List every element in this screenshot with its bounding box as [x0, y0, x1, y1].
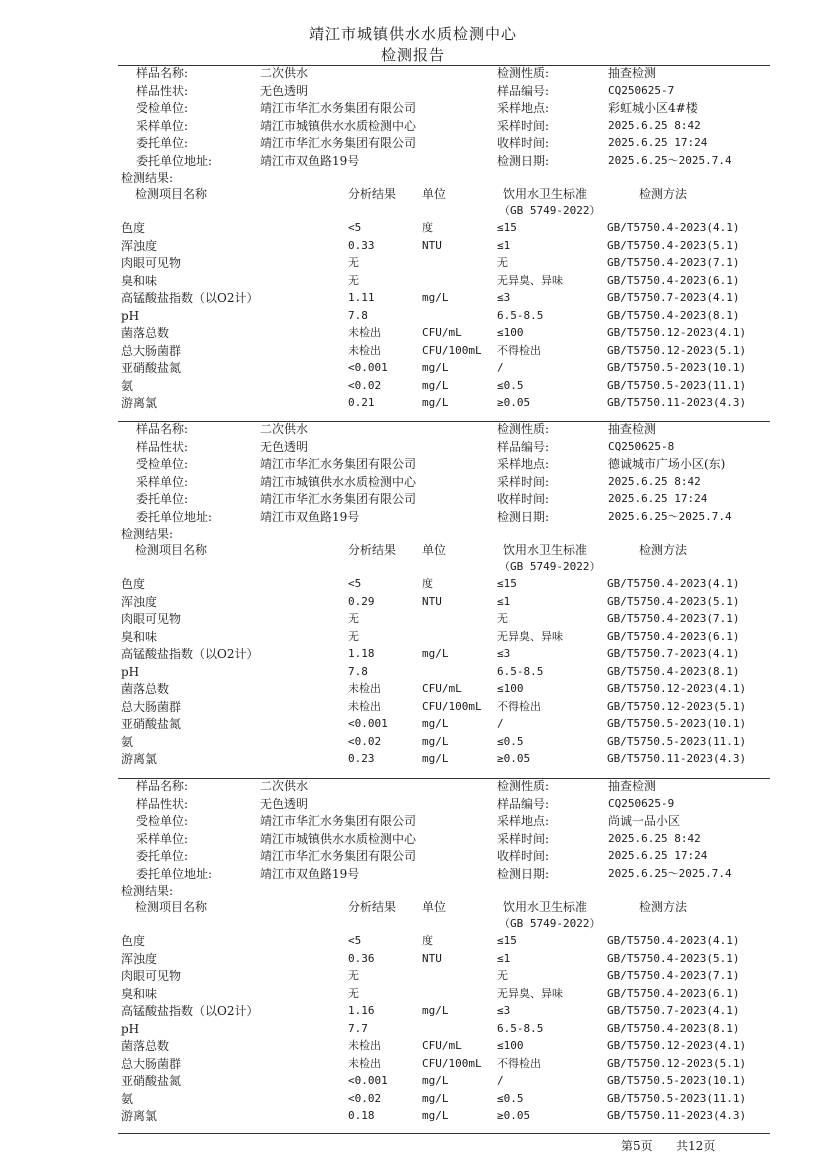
- table-row-unit: mg/L: [422, 1004, 449, 1017]
- label-sample-name: 样品名称:: [136, 66, 189, 80]
- table-row-method: GB/T5750.7-2023(4.1): [607, 1004, 740, 1017]
- col-header-unit: 单位: [422, 900, 447, 914]
- table-row-result: 0.29: [348, 594, 375, 608]
- col-header-item: 检测项目名称: [135, 187, 208, 201]
- report-title: 靖江市城镇供水水质检测中心: [308, 25, 517, 43]
- table-row-item-name: 总大肠菌群: [121, 1056, 182, 1071]
- table-row-unit: mg/L: [422, 291, 449, 304]
- table-row-unit: mg/L: [422, 378, 449, 392]
- label-sampling-site: 采样地点:: [497, 457, 550, 472]
- table-row-standard: ≤1: [497, 238, 511, 252]
- table-row-method: GB/T5750.4-2023(6.1): [607, 629, 740, 643]
- table-row-standard: ≤3: [497, 291, 511, 304]
- table-row-standard: ≤1: [497, 951, 511, 965]
- table-row-result: 无: [348, 612, 359, 625]
- label-receive-time: 收样时间:: [497, 849, 550, 864]
- table-row-result: 未检出: [348, 682, 381, 695]
- table-row-item-name: 亚硝酸盐氮: [121, 1074, 182, 1088]
- table-row-item-name: 高锰酸盐指数（以O2计）: [121, 647, 259, 661]
- table-row-standard: ≤15: [497, 221, 517, 234]
- table-row-standard: 无: [497, 612, 508, 625]
- table-row-item-name: 总大肠菌群: [121, 699, 182, 714]
- label-sampling-unit: 采样单位:: [136, 831, 189, 846]
- table-row-standard: 无异臭、异味: [497, 986, 563, 1000]
- table-row-item-name: 臭和味: [121, 273, 158, 288]
- table-row-method: GB/T5750.5-2023(11.1): [607, 734, 747, 748]
- table-row-item-name: 色度: [121, 934, 146, 948]
- table-row-item-name: pH: [121, 664, 140, 679]
- label-sampling-time: 采样时间:: [497, 474, 550, 489]
- label-inspected-unit: 受检单位:: [136, 101, 189, 116]
- table-row-standard: ≤0.5: [497, 1091, 524, 1105]
- page-total: 共12页: [676, 1139, 716, 1153]
- table-row-standard: 6.5-8.5: [497, 664, 544, 678]
- table-row-item-name: 浑浊度: [121, 594, 158, 609]
- col-header-method: 检测方法: [639, 543, 688, 557]
- table-row-item-name: 总大肠菌群: [121, 343, 182, 358]
- col-header-unit: 单位: [422, 543, 447, 557]
- table-row-item-name: 亚硝酸盐氮: [121, 717, 182, 731]
- sample-name-value: 二次供水: [260, 779, 309, 793]
- table-row-result: 0.21: [348, 396, 375, 409]
- results-heading: 检测结果:: [121, 527, 174, 541]
- table-row-standard: 6.5-8.5: [497, 308, 544, 322]
- label-sample-state: 样品性状:: [136, 83, 189, 98]
- table-row-item-name: 菌落总数: [121, 326, 170, 340]
- label-test-date: 检测日期:: [497, 867, 550, 881]
- table-row-standard: 无: [497, 256, 508, 269]
- table-row-unit: NTU: [422, 951, 442, 965]
- table-row-standard: 不得检出: [497, 699, 541, 713]
- table-row-unit: CFU/mL: [422, 682, 462, 695]
- table-row-standard: ≤100: [497, 1039, 524, 1052]
- table-row-standard: ≤100: [497, 682, 524, 695]
- table-row-result: 0.23: [348, 752, 375, 765]
- table-row-result: 无: [348, 986, 359, 1000]
- label-sample-state: 样品性状:: [136, 439, 189, 454]
- client-unit-value: 靖江市华汇水务集团有限公司: [260, 136, 417, 151]
- label-inspected-unit: 受检单位:: [136, 814, 189, 829]
- col-header-standard: 饮用水卫生标准: [503, 187, 588, 201]
- sample-state-value: 无色透明: [260, 439, 309, 454]
- table-row-method: GB/T5750.4-2023(6.1): [607, 273, 740, 287]
- table-row-standard: ≤15: [497, 577, 517, 590]
- table-row-result: <5: [348, 934, 362, 947]
- table-row-result: 0.18: [348, 1109, 375, 1122]
- table-row-result: 7.8: [348, 664, 368, 678]
- table-row-method: GB/T5750.7-2023(4.1): [607, 647, 740, 660]
- col-header-standard-ref: （GB 5749-2022）: [499, 204, 601, 217]
- table-row-unit: 度: [422, 577, 433, 590]
- col-header-method: 检测方法: [639, 187, 688, 201]
- table-row-standard: ≥0.05: [497, 1109, 531, 1122]
- table-row-standard: ≤15: [497, 934, 517, 947]
- table-row-unit: CFU/mL: [422, 326, 462, 339]
- table-row-standard: ≤3: [497, 1004, 511, 1017]
- sampling-site-value: 德诚城市广场小区(东): [608, 457, 726, 472]
- table-row-unit: mg/L: [422, 1074, 449, 1087]
- sample-name-value: 二次供水: [260, 422, 309, 436]
- table-row-standard: 6.5-8.5: [497, 1021, 544, 1035]
- label-sampling-site: 采样地点:: [497, 814, 550, 829]
- table-row-item-name: 游离氯: [121, 396, 158, 410]
- table-row-item-name: 浑浊度: [121, 238, 158, 253]
- label-sampling-unit: 采样单位:: [136, 474, 189, 489]
- table-row-standard: 无: [497, 969, 508, 982]
- table-row-item-name: 肉眼可见物: [121, 612, 182, 626]
- table-row-result: 未检出: [348, 1039, 381, 1052]
- label-test-nature: 检测性质:: [497, 422, 550, 436]
- table-row-unit: 度: [422, 934, 433, 947]
- sampling-unit-value: 靖江市城镇供水水质检测中心: [260, 118, 417, 133]
- col-header-standard-ref: （GB 5749-2022）: [499, 917, 601, 930]
- sampling-unit-value: 靖江市城镇供水水质检测中心: [260, 831, 417, 846]
- section-divider: [118, 778, 770, 779]
- inspected-unit-value: 靖江市华汇水务集团有限公司: [260, 457, 417, 472]
- table-row-method: GB/T5750.4-2023(8.1): [607, 1021, 740, 1035]
- label-client-address: 委托单位地址:: [136, 867, 213, 881]
- table-row-standard: ≥0.05: [497, 396, 531, 409]
- section-divider: [118, 421, 770, 422]
- table-row-method: GB/T5750.11-2023(4.3): [607, 396, 747, 409]
- table-row-method: GB/T5750.12-2023(4.1): [607, 326, 747, 339]
- table-row-unit: 度: [422, 221, 433, 234]
- inspected-unit-value: 靖江市华汇水务集团有限公司: [260, 814, 417, 829]
- table-row-method: GB/T5750.12-2023(5.1): [607, 343, 747, 357]
- label-test-nature: 检测性质:: [497, 779, 550, 793]
- table-row-method: GB/T5750.12-2023(4.1): [607, 1039, 747, 1052]
- table-row-result: <5: [348, 577, 362, 590]
- col-header-standard: 饮用水卫生标准: [503, 900, 588, 914]
- table-row-result: 未检出: [348, 326, 381, 339]
- table-row-item-name: 高锰酸盐指数（以O2计）: [121, 1004, 259, 1018]
- label-sampling-unit: 采样单位:: [136, 118, 189, 133]
- col-header-result: 分析结果: [348, 543, 397, 557]
- table-row-unit: NTU: [422, 594, 442, 608]
- table-row-item-name: 氨: [121, 378, 134, 393]
- table-row-unit: CFU/100mL: [422, 699, 482, 713]
- table-row-result: 1.18: [348, 647, 375, 660]
- table-row-method: GB/T5750.11-2023(4.3): [607, 752, 747, 765]
- table-row-method: GB/T5750.4-2023(4.1): [607, 221, 740, 234]
- sampling-site-value: 尚诚一品小区: [608, 814, 681, 829]
- sample-no-value: CQ250625-9: [608, 796, 675, 810]
- table-row-standard: 不得检出: [497, 343, 541, 357]
- sampling-unit-value: 靖江市城镇供水水质检测中心: [260, 474, 417, 489]
- table-row-method: GB/T5750.5-2023(11.1): [607, 378, 747, 392]
- table-row-result: 1.11: [348, 291, 375, 304]
- label-sample-no: 样品编号:: [497, 83, 550, 98]
- table-row-result: <5: [348, 221, 362, 234]
- label-test-nature: 检测性质:: [497, 66, 550, 80]
- label-client-unit: 委托单位:: [136, 136, 189, 151]
- table-row-method: GB/T5750.12-2023(5.1): [607, 1056, 747, 1070]
- client-address-value: 靖江市双鱼路19号: [260, 510, 360, 524]
- sampling-time-value: 2025.6.25 8:42: [608, 474, 701, 488]
- table-row-unit: mg/L: [422, 734, 449, 748]
- table-row-unit: mg/L: [422, 396, 449, 409]
- table-row-method: GB/T5750.4-2023(5.1): [607, 951, 740, 965]
- report-subtitle: 检测报告: [380, 46, 445, 64]
- client-address-value: 靖江市双鱼路19号: [260, 154, 360, 168]
- table-row-method: GB/T5750.7-2023(4.1): [607, 291, 740, 304]
- label-receive-time: 收样时间:: [497, 492, 550, 507]
- sample-no-value: CQ250625-7: [608, 83, 675, 97]
- client-address-value: 靖江市双鱼路19号: [260, 867, 360, 881]
- table-row-unit: mg/L: [422, 361, 449, 374]
- table-row-result: 未检出: [348, 1056, 381, 1070]
- results-heading: 检测结果:: [121, 171, 174, 185]
- table-row-method: GB/T5750.5-2023(10.1): [607, 361, 747, 374]
- table-row-result: <0.001: [348, 1074, 388, 1087]
- table-row-result: 0.36: [348, 951, 375, 965]
- table-row-method: GB/T5750.5-2023(11.1): [607, 1091, 747, 1105]
- label-client-address: 委托单位地址:: [136, 510, 213, 524]
- table-row-standard: ≤100: [497, 326, 524, 339]
- table-row-item-name: 臭和味: [121, 629, 158, 644]
- footer-divider: [118, 1133, 770, 1134]
- table-row-result: 0.33: [348, 238, 375, 252]
- label-client-unit: 委托单位:: [136, 492, 189, 507]
- table-row-method: GB/T5750.4-2023(8.1): [607, 308, 740, 322]
- receive-time-value: 2025.6.25 17:24: [608, 849, 708, 863]
- col-header-method: 检测方法: [639, 900, 688, 914]
- table-row-method: GB/T5750.11-2023(4.3): [607, 1109, 747, 1122]
- table-row-standard: /: [497, 717, 504, 730]
- table-row-standard: 不得检出: [497, 1056, 541, 1070]
- section-divider: [118, 65, 770, 66]
- table-row-standard: /: [497, 1074, 504, 1087]
- table-row-item-name: 游离氯: [121, 1109, 158, 1123]
- label-inspected-unit: 受检单位:: [136, 457, 189, 472]
- inspected-unit-value: 靖江市华汇水务集团有限公司: [260, 101, 417, 116]
- test-nature-value: 抽查检测: [608, 422, 657, 436]
- sample-name-value: 二次供水: [260, 66, 309, 80]
- page-number: 第5页: [621, 1139, 653, 1153]
- client-unit-value: 靖江市华汇水务集团有限公司: [260, 849, 417, 864]
- table-row-result: 无: [348, 256, 359, 269]
- col-header-unit: 单位: [422, 187, 447, 201]
- col-header-result: 分析结果: [348, 187, 397, 201]
- table-row-result: 无: [348, 629, 359, 643]
- table-row-standard: ≤3: [497, 647, 511, 660]
- table-row-item-name: 臭和味: [121, 986, 158, 1001]
- col-header-standard-ref: （GB 5749-2022）: [499, 560, 601, 573]
- table-row-result: 1.16: [348, 1004, 375, 1017]
- table-row-method: GB/T5750.4-2023(5.1): [607, 238, 740, 252]
- sample-no-value: CQ250625-8: [608, 439, 675, 453]
- table-row-item-name: 氨: [121, 734, 134, 749]
- table-row-method: GB/T5750.4-2023(5.1): [607, 594, 740, 608]
- table-row-standard: 无异臭、异味: [497, 629, 563, 643]
- table-row-method: GB/T5750.12-2023(5.1): [607, 699, 747, 713]
- table-row-method: GB/T5750.5-2023(10.1): [607, 717, 747, 730]
- label-sample-state: 样品性状:: [136, 796, 189, 811]
- sampling-time-value: 2025.6.25 8:42: [608, 118, 701, 132]
- label-client-unit: 委托单位:: [136, 849, 189, 864]
- table-row-unit: mg/L: [422, 717, 449, 730]
- results-heading: 检测结果:: [121, 884, 174, 898]
- table-row-item-name: 浑浊度: [121, 951, 158, 966]
- table-row-unit: mg/L: [422, 1091, 449, 1105]
- table-row-item-name: pH: [121, 308, 140, 323]
- test-date-value: 2025.6.25～2025.7.4: [608, 867, 732, 880]
- table-row-item-name: pH: [121, 1021, 140, 1036]
- sample-state-value: 无色透明: [260, 796, 309, 811]
- test-nature-value: 抽查检测: [608, 66, 657, 80]
- table-row-standard: ≤1: [497, 594, 511, 608]
- table-row-unit: CFU/100mL: [422, 343, 482, 357]
- table-row-result: <0.001: [348, 717, 388, 730]
- table-row-item-name: 氨: [121, 1091, 134, 1106]
- table-row-result: <0.02: [348, 734, 382, 748]
- table-row-result: <0.02: [348, 378, 382, 392]
- table-row-method: GB/T5750.4-2023(4.1): [607, 577, 740, 590]
- label-sampling-site: 采样地点:: [497, 101, 550, 116]
- label-sample-name: 样品名称:: [136, 422, 189, 436]
- label-test-date: 检测日期:: [497, 510, 550, 524]
- label-sampling-time: 采样时间:: [497, 118, 550, 133]
- table-row-standard: ≤0.5: [497, 734, 524, 748]
- table-row-item-name: 色度: [121, 577, 146, 591]
- table-row-unit: CFU/mL: [422, 1039, 462, 1052]
- sample-state-value: 无色透明: [260, 83, 309, 98]
- table-row-unit: mg/L: [422, 752, 449, 765]
- table-row-method: GB/T5750.12-2023(4.1): [607, 682, 747, 695]
- label-sample-no: 样品编号:: [497, 796, 550, 811]
- table-row-item-name: 游离氯: [121, 752, 158, 766]
- col-header-item: 检测项目名称: [135, 543, 208, 557]
- table-row-item-name: 肉眼可见物: [121, 969, 182, 983]
- table-row-method: GB/T5750.4-2023(7.1): [607, 256, 740, 269]
- table-row-method: GB/T5750.5-2023(10.1): [607, 1074, 747, 1087]
- label-sampling-time: 采样时间:: [497, 831, 550, 846]
- table-row-standard: 无异臭、异味: [497, 273, 563, 287]
- col-header-item: 检测项目名称: [135, 900, 208, 914]
- table-row-item-name: 高锰酸盐指数（以O2计）: [121, 291, 259, 305]
- label-client-address: 委托单位地址:: [136, 154, 213, 168]
- table-row-unit: CFU/100mL: [422, 1056, 482, 1070]
- sampling-time-value: 2025.6.25 8:42: [608, 831, 701, 845]
- table-row-result: 无: [348, 273, 359, 287]
- table-row-method: GB/T5750.4-2023(4.1): [607, 934, 740, 947]
- receive-time-value: 2025.6.25 17:24: [608, 492, 708, 506]
- table-row-item-name: 菌落总数: [121, 1039, 170, 1053]
- test-date-value: 2025.6.25～2025.7.4: [608, 510, 732, 523]
- label-sample-name: 样品名称:: [136, 779, 189, 793]
- test-date-value: 2025.6.25～2025.7.4: [608, 154, 732, 167]
- table-row-method: GB/T5750.4-2023(6.1): [607, 986, 740, 1000]
- table-row-result: 7.7: [348, 1021, 368, 1035]
- table-row-result: 未检出: [348, 699, 381, 713]
- col-header-standard: 饮用水卫生标准: [503, 543, 588, 557]
- table-row-item-name: 亚硝酸盐氮: [121, 361, 182, 375]
- receive-time-value: 2025.6.25 17:24: [608, 136, 708, 150]
- table-row-item-name: 色度: [121, 221, 146, 235]
- table-row-standard: ≥0.05: [497, 752, 531, 765]
- table-row-method: GB/T5750.4-2023(7.1): [607, 612, 740, 625]
- table-row-standard: /: [497, 361, 504, 374]
- table-row-result: <0.001: [348, 361, 388, 374]
- sampling-site-value: 彩虹城小区4#楼: [608, 101, 698, 116]
- table-row-unit: mg/L: [422, 647, 449, 660]
- table-row-unit: NTU: [422, 238, 442, 252]
- label-test-date: 检测日期:: [497, 154, 550, 168]
- client-unit-value: 靖江市华汇水务集团有限公司: [260, 492, 417, 507]
- table-row-standard: ≤0.5: [497, 378, 524, 392]
- col-header-result: 分析结果: [348, 900, 397, 914]
- test-nature-value: 抽查检测: [608, 779, 657, 793]
- table-row-item-name: 菌落总数: [121, 682, 170, 696]
- table-row-result: 未检出: [348, 343, 381, 357]
- table-row-unit: mg/L: [422, 1109, 449, 1122]
- table-row-result: <0.02: [348, 1091, 382, 1105]
- label-sample-no: 样品编号:: [497, 439, 550, 454]
- table-row-item-name: 肉眼可见物: [121, 256, 182, 270]
- table-row-result: 无: [348, 969, 359, 982]
- label-receive-time: 收样时间:: [497, 136, 550, 151]
- table-row-result: 7.8: [348, 308, 368, 322]
- table-row-method: GB/T5750.4-2023(7.1): [607, 969, 740, 982]
- table-row-method: GB/T5750.4-2023(8.1): [607, 664, 740, 678]
